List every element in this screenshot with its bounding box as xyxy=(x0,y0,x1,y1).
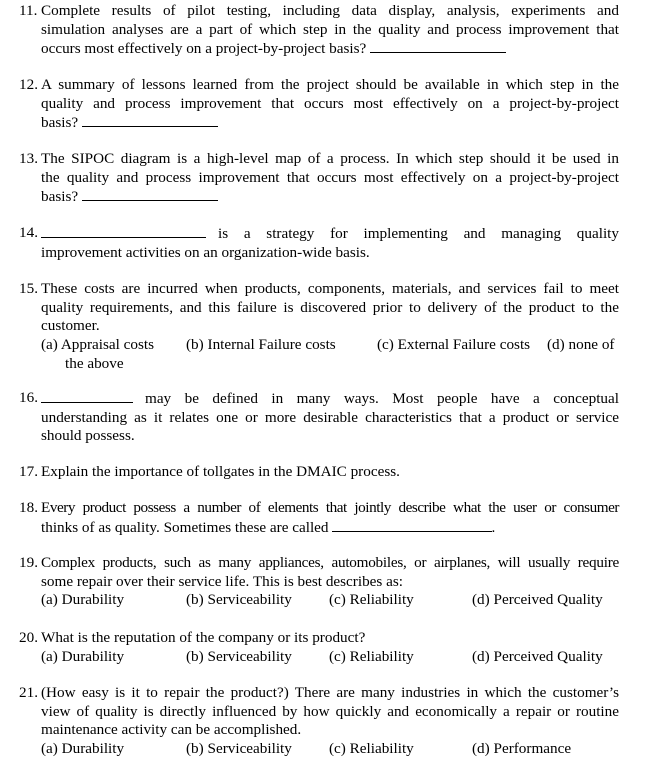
question-text-line: Every product possess a number of elements that jointly describe what the user or consumer xyxy=(41,499,619,516)
question-13 xyxy=(19,150,619,207)
answer-blank[interactable] xyxy=(82,187,218,201)
question-text-line: These costs are incurred when products, components, materials, and services fail to meet xyxy=(41,280,619,297)
question-text-line: A summary of lessons learned from the project should be available in which step in the xyxy=(41,76,619,93)
question-number: 16. xyxy=(19,389,38,406)
question-text-line: Explain the importance of tollgates in the DMAIC process. xyxy=(41,463,400,480)
question-text-line: is a strategy for implementing and managing quality xyxy=(218,225,619,242)
option-a[interactable]: (a) Durability xyxy=(41,591,125,608)
question-text-line: should possess. xyxy=(41,427,135,444)
option-b[interactable]: (b) Serviceability xyxy=(186,647,292,665)
question-text-line: the quality and process improvement that occurs most effectively on a project-by-project xyxy=(41,168,619,186)
option-b[interactable]: (b) Serviceability xyxy=(186,739,292,757)
question-number: 20. xyxy=(19,629,38,646)
question-text-line: Complete results of pilot testing, including data display, analysis, experiments and xyxy=(41,2,619,19)
question-text-line: view of quality is directly influenced by how quickly and economically a repair or routine xyxy=(41,702,619,720)
question-text-line: improvement activities on an organization-wide basis. xyxy=(41,243,370,261)
question-text-line: Complex products, such as many appliances, automobiles, or airplanes, will usually require xyxy=(41,554,619,571)
sentence-end: . xyxy=(491,518,496,536)
answer-blank[interactable] xyxy=(41,389,133,403)
question-number: 14. xyxy=(19,224,38,241)
option-d-continued: the above xyxy=(65,354,124,372)
question-text-line: may be defined in many ways. Most people have a conceptual xyxy=(145,390,619,407)
question-text-line: quality and process improvement that occurs most effectively on a project-by-project xyxy=(41,94,619,112)
question-text-line: maintenance activity can be accomplished. xyxy=(41,721,302,738)
question-number: 12. xyxy=(19,76,38,93)
option-c[interactable]: (c) External Failure costs xyxy=(377,335,531,353)
question-14 xyxy=(19,224,619,262)
question-text-line: quality requirements, and this failure is discovered prior to delivery of the product to the xyxy=(41,298,619,316)
option-b[interactable]: (b) Internal Failure costs xyxy=(186,335,336,353)
question-text-line: understanding as it relates one or more desirable characteristics that a product or service xyxy=(41,408,619,426)
question-text-line: occurs most effectively on a project-by-project basis? xyxy=(41,40,367,57)
option-c[interactable]: (c) Reliability xyxy=(329,591,414,608)
option-a[interactable]: (a) Appraisal costs xyxy=(41,335,155,353)
question-text-line: basis? xyxy=(41,188,79,205)
question-number: 18. xyxy=(19,499,38,516)
question-12 xyxy=(19,76,619,133)
question-number: 19. xyxy=(19,554,38,571)
option-c[interactable]: (c) Reliability xyxy=(329,739,414,757)
question-number: 11. xyxy=(19,2,38,19)
answer-blank[interactable] xyxy=(332,518,492,532)
question-number: 21. xyxy=(19,684,38,701)
option-c[interactable]: (c) Reliability xyxy=(329,647,414,665)
question-number: 13. xyxy=(19,150,38,167)
answer-blank[interactable] xyxy=(370,39,506,53)
option-d[interactable]: (d) Perceived Quality xyxy=(472,591,603,608)
question-18 xyxy=(19,499,619,537)
option-d[interactable]: (d) Performance xyxy=(472,739,572,757)
option-b[interactable]: (b) Serviceability xyxy=(186,591,292,608)
question-text-line: (How easy is it to repair the product?) There are many industries in which the customer’s xyxy=(41,684,619,701)
answer-blank[interactable] xyxy=(82,113,218,127)
answer-blank[interactable] xyxy=(41,224,206,238)
question-19 xyxy=(19,554,619,610)
question-21 xyxy=(19,684,619,759)
question-11 xyxy=(19,2,619,59)
question-16 xyxy=(19,389,619,446)
question-20 xyxy=(19,629,619,667)
option-a[interactable]: (a) Durability xyxy=(41,647,125,665)
question-text-line: What is the reputation of the company or its product? xyxy=(41,629,366,646)
option-a[interactable]: (a) Durability xyxy=(41,739,125,757)
question-17 xyxy=(19,463,619,482)
question-text-line: customer. xyxy=(41,317,100,334)
question-number: 17. xyxy=(19,463,38,480)
option-d[interactable]: (d) none of xyxy=(547,335,615,353)
question-text-line: simulation analyses are a part of which step in the quality and process improvement that xyxy=(41,20,619,38)
question-text-line: The SIPOC diagram is a high-level map of a process. In which step should it be used in xyxy=(41,150,619,167)
question-text-line: basis? xyxy=(41,114,79,131)
question-number: 15. xyxy=(19,280,38,297)
question-15 xyxy=(19,280,619,373)
option-d[interactable]: (d) Perceived Quality xyxy=(472,647,603,665)
question-text-line: thinks of as quality. Sometimes these are called xyxy=(41,518,329,536)
question-text-line: some repair over their service life. This is best describes as: xyxy=(41,572,403,590)
